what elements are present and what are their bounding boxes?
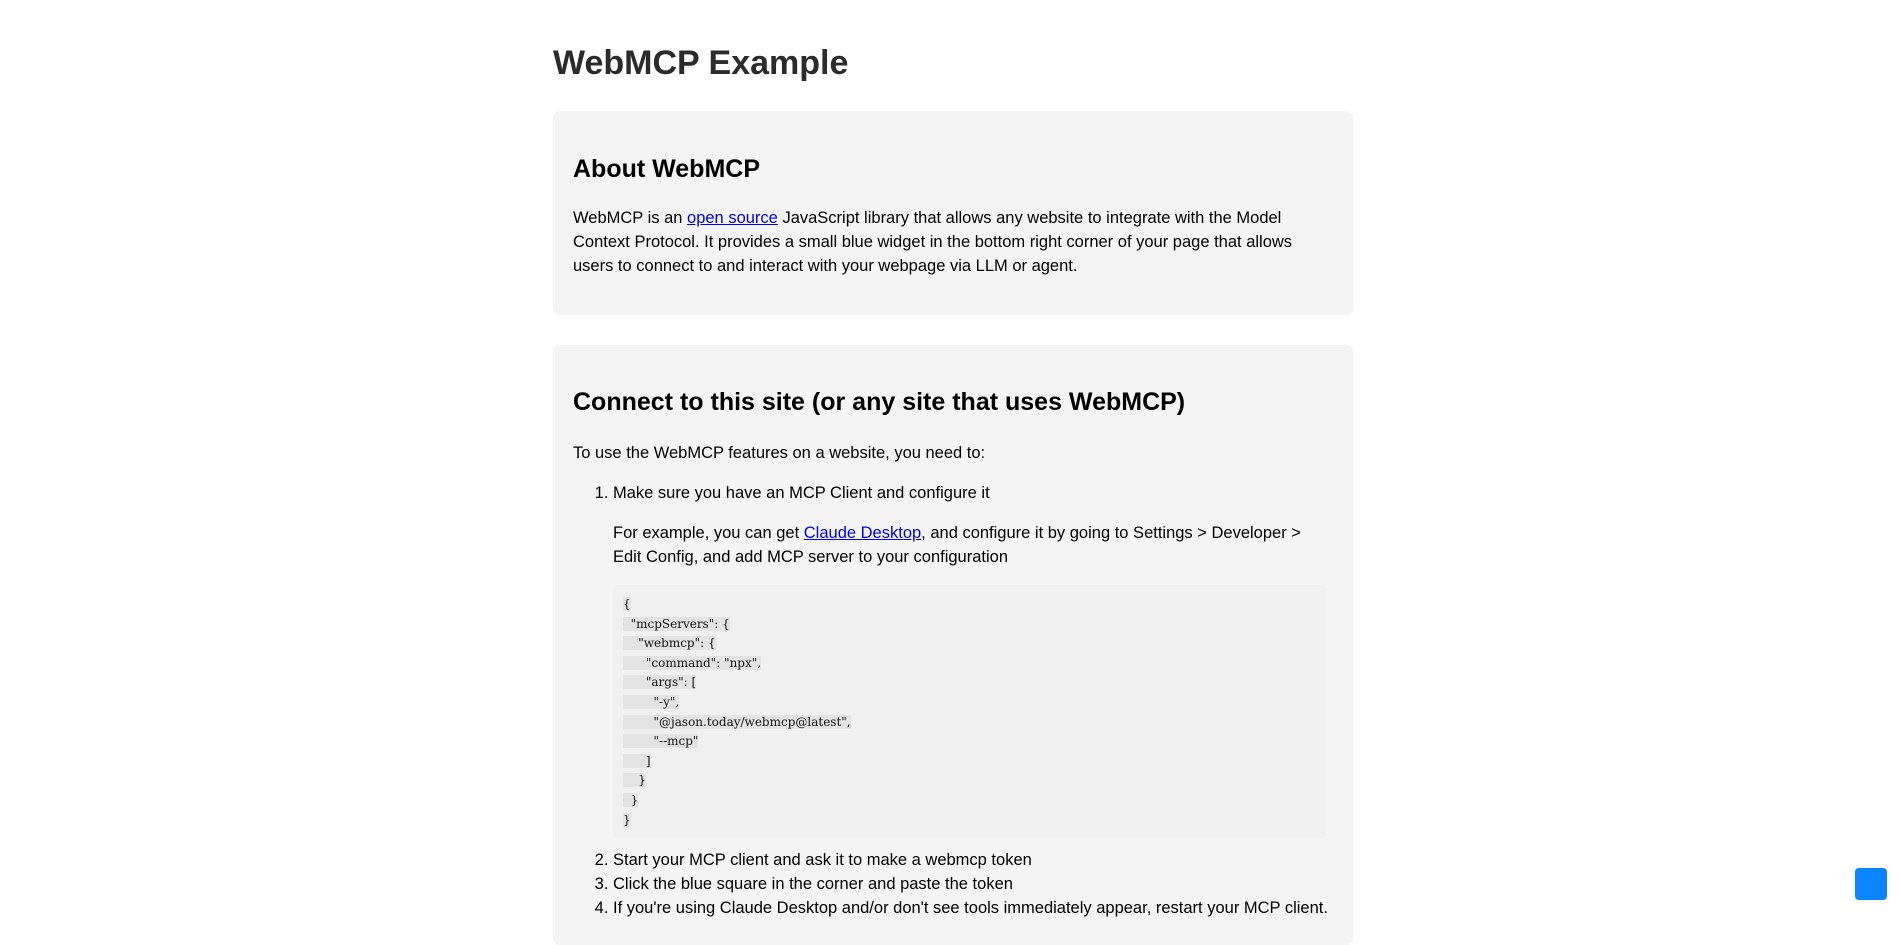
config-code-block [613,585,1326,838]
about-description [573,206,1333,278]
steps-list [573,481,1333,920]
connect-heading: Connect to this site (or any site that uses WebMCP) [573,388,1186,416]
code-line: { [623,597,631,611]
about-text-2: JavaScript library that allows any website to integrate with the Model Context Protocol. It provides a small blue widget in the bottom right corner of your page that allows users to connect to and interact with your webpage via LLM or agent. [573,209,1293,275]
code-line: } [623,812,631,827]
step-1-text: Make sure you have an MCP Client and configure it [613,484,990,502]
about-text-1: WebMCP is an [573,209,688,227]
page-title: WebMCP Example [553,44,849,82]
steps-list-container [573,481,1333,920]
code-line: "@jason.today/webmcp@latest", [623,714,851,729]
step-1-detail [613,521,1333,569]
claude-desktop-link[interactable]: Claude Desktop [803,524,922,542]
about-heading: About WebMCP [573,155,761,183]
code-line: "-y", [623,694,680,709]
step-1-detail-text-1: For example, you can get [613,524,804,542]
code-line: "--mcp" [623,734,699,749]
step-3: 3. Click the blue square in the corner and paste the token [613,872,1333,896]
code-line: "args": [ [623,675,697,690]
code-line: "mcpServers": { [623,616,730,631]
connect-card [553,345,1353,945]
step-1 [613,481,1333,838]
about-card [553,111,1353,315]
code-line: "command": "npx", [623,655,762,670]
code-line: } [623,792,639,807]
step-4: 4. If you're using Claude Desktop and/or don't see tools immediately appear, restart your MCP client. [613,896,1333,920]
code-line: "webmcp": { [623,636,716,651]
webmcp-widget-button[interactable] [1855,868,1887,900]
code-line: ] [623,753,651,768]
open-source-link[interactable]: open source [687,209,778,227]
step-2: 2. Start your MCP client and ask it to make a webmcp token [613,848,1333,872]
step-1-detail-text-2: , and configure it by going to Settings > Developer > Edit Config, and add MCP server to your configuration [613,524,1301,566]
connect-intro: To use the WebMCP features on a website, you need to: [573,444,986,462]
code-line: } [623,773,646,788]
